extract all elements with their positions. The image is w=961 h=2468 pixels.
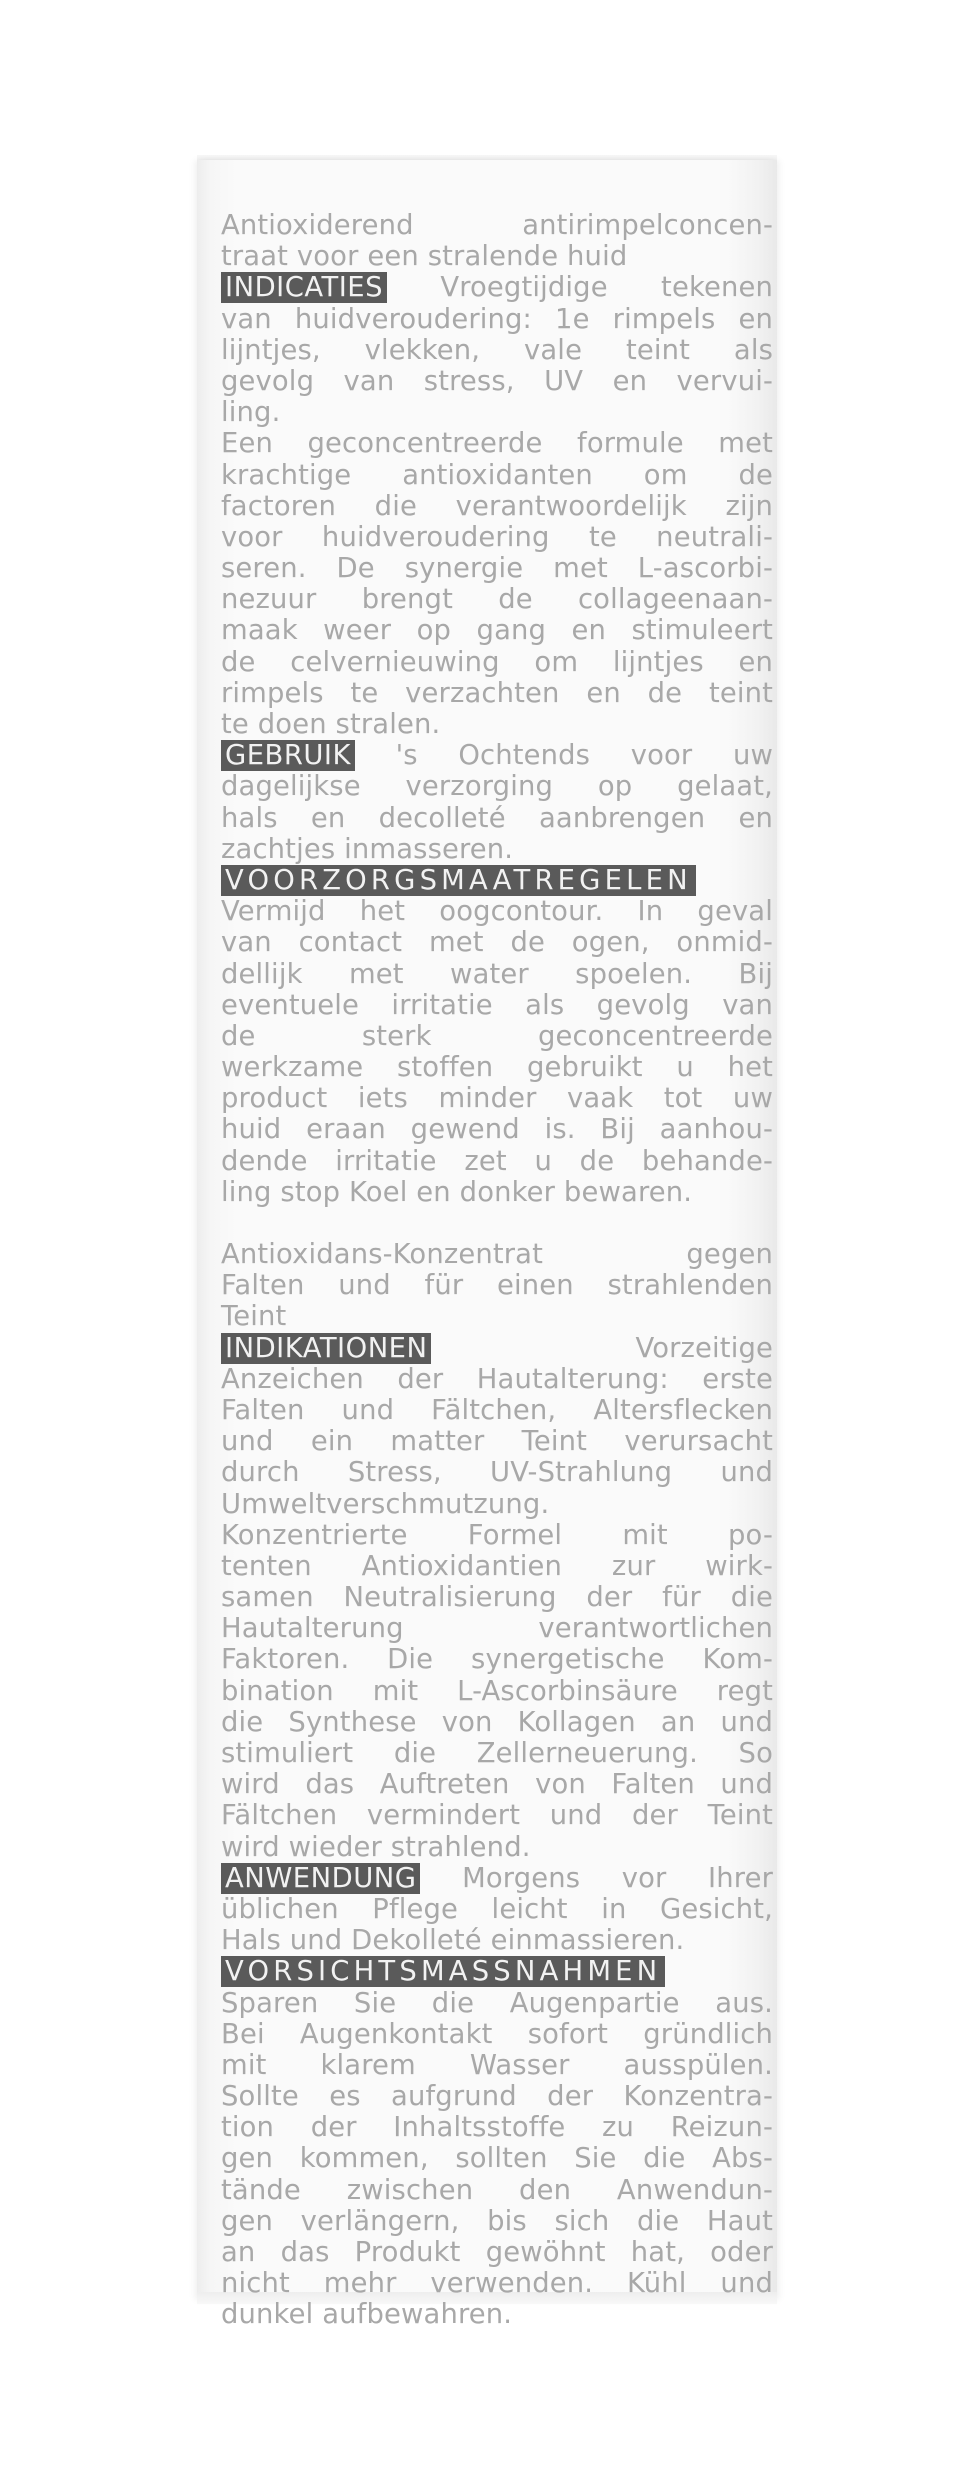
- nl-text-line: van contact met de ogen, onmid-: [221, 927, 773, 959]
- de-anwendung-text: Morgens vor Ihrer: [462, 1862, 773, 1894]
- de-text-line: Sollte es aufgrund der Konzentra-: [221, 2081, 773, 2113]
- nl-text-line: factoren die verantwoordelijk zijn: [221, 490, 773, 522]
- nl-text-line: seren. De synergie met L-ascorbi-: [221, 553, 773, 585]
- de-vorsicht-heading-line: [221, 1956, 773, 1987]
- de-text-line: dunkel aufbewahren.: [221, 2299, 513, 2331]
- de-anwendung-label: ANWENDUNG: [221, 1863, 420, 1894]
- nl-text-line: gevolg van stress, UV en vervui-: [221, 365, 773, 397]
- de-text-line: und ein matter Teint verursacht: [221, 1426, 773, 1458]
- de-intro-line: Teint: [221, 1301, 287, 1333]
- nl-text-line: de celvernieuwing om lijntjes en: [221, 646, 773, 678]
- de-text-line: nicht mehr verwenden. Kühl und: [221, 2268, 773, 2300]
- de-text-line: Falten und Fältchen, Altersflecken: [221, 1394, 773, 1426]
- de-text-line: die Synthese von Kollagen an und: [221, 1706, 773, 1738]
- nl-text-line: zachtjes inmasseren.: [221, 833, 514, 865]
- de-text-line: durch Stress, UV-Strahlung und: [221, 1457, 773, 1489]
- language-divider-gap: [221, 1208, 773, 1239]
- de-indikationen-text: Vorzeitige: [635, 1332, 773, 1364]
- nl-text-line: de sterk geconcentreerde: [221, 1020, 773, 1052]
- nl-indicaties-heading-line: [221, 272, 773, 303]
- nl-text-line: dende irritatie zet u de behande-: [221, 1145, 773, 1177]
- label-text: [221, 210, 773, 2331]
- de-text-line: mit klarem Wasser ausspülen.: [221, 2049, 773, 2081]
- de-indikationen-label: INDIKATIONEN: [221, 1333, 431, 1364]
- de-text-line: wird das Auftreten von Falten und: [221, 1769, 773, 1801]
- nl-gebruik-label: GEBRUIK: [221, 740, 355, 771]
- nl-indicaties-text: Vroegtijdige tekenen: [440, 272, 773, 304]
- nl-text-line: hals en decolleté aanbrengen en: [221, 802, 773, 834]
- de-text-line: gen verlängern, bis sich die Haut: [221, 2205, 773, 2237]
- de-text-line: Hautalterung verantwortlichen: [221, 1613, 773, 1645]
- nl-intro-line: traat voor een stralende huid: [221, 241, 628, 273]
- de-anwendung-heading-line: [221, 1863, 773, 1894]
- nl-gebruik-heading-line: [221, 740, 773, 771]
- nl-text-line: werkzame stoffen gebruikt u het: [221, 1052, 773, 1084]
- nl-text-line: maak weer op gang en stimuleert: [221, 615, 773, 647]
- de-intro-line: Antioxidans-Konzentrat gegen: [221, 1239, 773, 1270]
- nl-text-line: eventuele irritatie als gevolg van: [221, 989, 773, 1021]
- de-vorsicht-label: VORSICHTSMASSNAHMEN: [221, 1956, 665, 1987]
- nl-text-line: ling.: [221, 397, 281, 429]
- nl-text-line: ling stop Koel en donker bewaren.: [221, 1176, 693, 1208]
- nl-text-line: voor huidveroudering te neutrali-: [221, 521, 773, 553]
- de-text-line: stimuliert die Zellerneuerung. So: [221, 1738, 773, 1769]
- de-text-line: Anzeichen der Hautalterung: erste: [221, 1363, 773, 1395]
- de-text-line: Sparen Sie die Augenpartie aus.: [221, 1987, 773, 2019]
- de-text-line: Bei Augenkontakt sofort gründlich: [221, 2018, 773, 2050]
- de-intro-line: Falten und für einen strahlenden: [221, 1270, 773, 1302]
- de-text-line: Umweltverschmutzung.: [221, 1488, 550, 1520]
- nl-voorzorg-heading-line: [221, 865, 773, 896]
- de-text-line: tenten Antioxidantien zur wirk-: [221, 1550, 773, 1582]
- nl-text-line: lijntjes, vlekken, vale teint als: [221, 334, 773, 366]
- nl-intro-line: Antioxiderend antirimpelconcen-: [221, 210, 773, 241]
- de-text-line: Faktoren. Die synergetische Kom-: [221, 1644, 773, 1676]
- de-text-line: tände zwischen den Anwendun-: [221, 2174, 773, 2206]
- de-text-line: bination mit L-Ascorbinsäure regt: [221, 1675, 773, 1707]
- de-text-line: Hals und Dekolleté einmassieren.: [221, 1925, 685, 1957]
- de-text-line: tion der Inhaltsstoffe zu Reizun-: [221, 2112, 773, 2144]
- nl-text-line: dagelijkse verzorging op gelaat,: [221, 771, 773, 803]
- nl-text-line: Een geconcentreerde formule met: [221, 428, 773, 460]
- de-indikationen-heading-line: [221, 1333, 773, 1364]
- nl-text-line: nezuur brengt de collageenaan-: [221, 584, 773, 616]
- nl-text-line: rimpels te verzachten en de teint: [221, 677, 773, 709]
- de-text-line: gen kommen, sollten Sie die Abs-: [221, 2143, 773, 2175]
- de-text-line: Fältchen vermindert und der Teint: [221, 1800, 773, 1832]
- nl-text-line: te doen stralen.: [221, 709, 441, 740]
- nl-text-line: krachtige antioxidanten om de: [221, 459, 773, 491]
- de-text-line: an das Produkt gewöhnt hat, oder: [221, 2237, 773, 2268]
- de-text-line: Konzentrierte Formel mit po-: [221, 1519, 773, 1551]
- nl-gebruik-text: 's Ochtends voor uw: [395, 740, 774, 772]
- nl-text-line: dellijk met water spoelen. Bij: [221, 958, 773, 990]
- nl-indicaties-label: INDICATIES: [221, 272, 387, 303]
- nl-text-line: product iets minder vaak tot uw: [221, 1083, 773, 1115]
- de-text-line: üblichen Pflege leicht in Gesicht,: [221, 1893, 773, 1925]
- de-text-line: wird wieder strahlend.: [221, 1831, 531, 1863]
- nl-voorzorg-label: VOORZORGSMAATREGELEN: [221, 865, 696, 896]
- nl-text-line: van huidveroudering: 1e rimpels en: [221, 303, 773, 335]
- nl-text-line: Vermijd het oogcontour. In geval: [221, 896, 773, 928]
- de-text-line: samen Neutralisierung der für die: [221, 1582, 773, 1614]
- nl-text-line: huid eraan gewend is. Bij aanhou-: [221, 1114, 773, 1146]
